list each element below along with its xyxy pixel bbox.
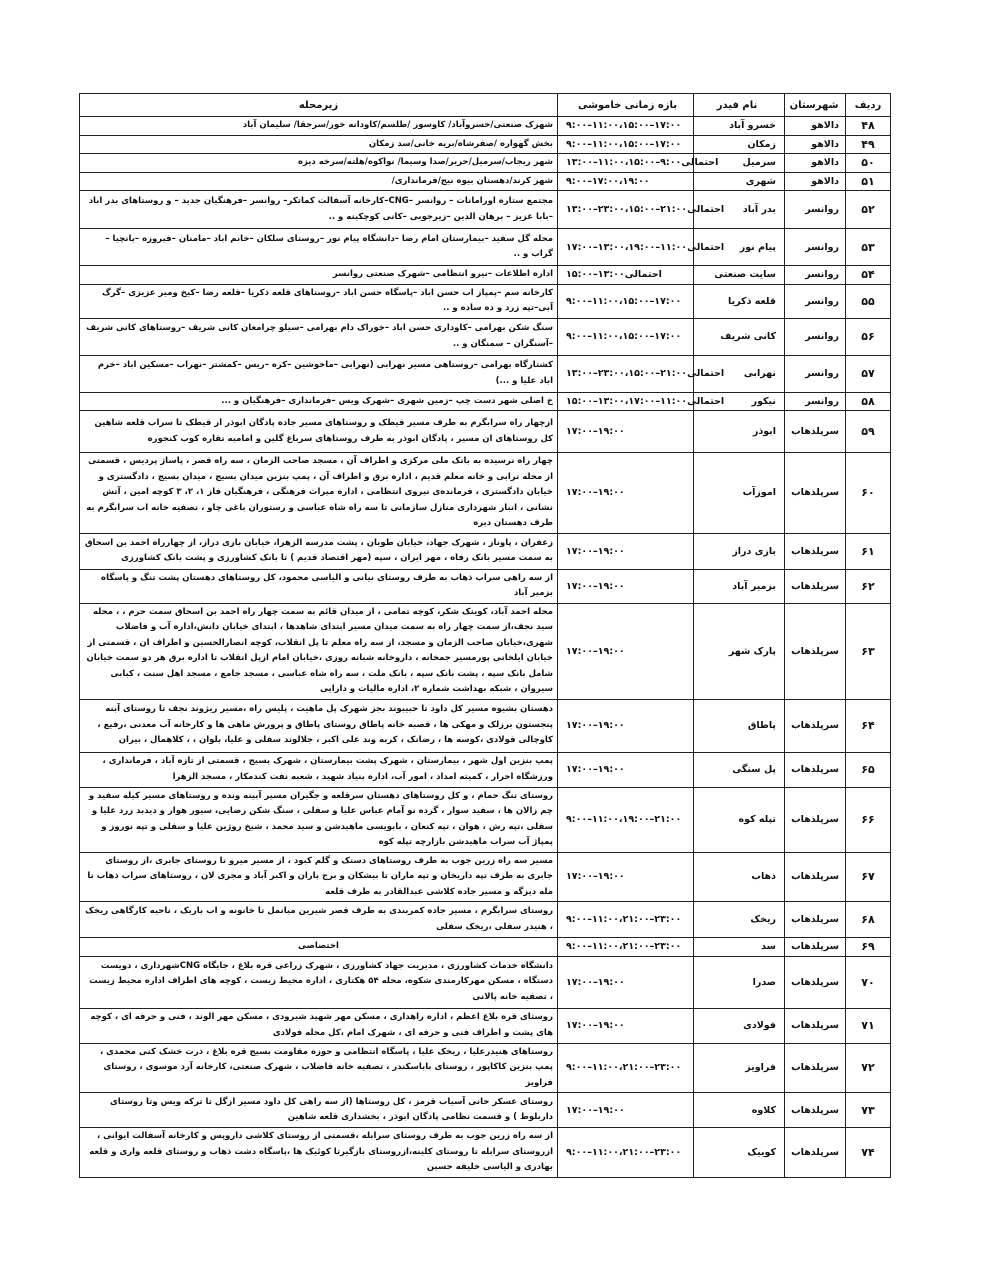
feeder-cell: ذهاب xyxy=(694,852,785,902)
header-row-no: ردیف xyxy=(846,94,891,117)
table-row xyxy=(80,956,891,1008)
sub-area-cell: از سه راه زرین جوب به طرف روستای سرابله ،قسمتی از روستای کلاشی داروپس و کارخانه آسفالت ایوانی ، ازروستای سرابله تا روستای کلینه،ازروستای بازگیرتا کوئیک ها ،پاسگاه دشت ذهاب و روستای قلعه واری و قلعه بهادری و الیاسی خلیفه حسین xyxy=(80,1128,558,1178)
row-number: ۶۹ xyxy=(846,938,891,957)
table-row xyxy=(80,284,891,318)
feeder-cell: فولادی xyxy=(694,1008,785,1043)
table-row xyxy=(80,229,891,266)
outage-time-cell: احتمالی۱۱:۰۰–۱۳:۰۰،۱۹:۰۰–۱۷:۰۰ xyxy=(558,229,694,266)
table-row xyxy=(80,154,891,173)
row-number: ۶۴ xyxy=(846,699,891,752)
outage-time-cell: ۱۷:۰۰–۱۹:۰۰ xyxy=(558,603,694,699)
city-cell: سرپلذهاب xyxy=(785,938,846,957)
sub-area-cell: شهر کرند/دهستان بیوه نیج/فرمانداری/ xyxy=(80,172,558,191)
outage-time-cell: ۱۷:۰۰–۱۹:۰۰ xyxy=(558,533,694,569)
feeder-cell: نیکور xyxy=(694,392,785,411)
feeder-cell: بزمیر آباد xyxy=(694,569,785,603)
outage-time-cell: ۹:۰۰–۱۱:۰۰،۲۱:۰۰–۲۳:۰۰ xyxy=(558,1128,694,1178)
table-row xyxy=(80,453,891,534)
feeder-cell: سرمیل xyxy=(694,154,785,173)
sub-area-cell: دهستان بشیوه مسیر کل داود تا حبیبوند بجز شهرک پل ماهیت ، پلیس راه ،مسیر ریژوند نجف تا روستای آبنه پنجستون برزلک و مهکی ها ، قصبه خانه پاطاق روستای پاطاق و پرورش ماهی ها و کارخانه آب معدنی ،رفیع ، کاوچالی فولادی ،کوسه ها ، رضانک ، کربه وند علی اکبر ، جلالوند سفلی و علیا، بلوان ، ، کلاهمال ، بیران xyxy=(80,699,558,752)
city-cell: سرپلذهاب xyxy=(785,569,846,603)
row-number: ۵۰ xyxy=(846,154,891,173)
city-cell: سرپلذهاب xyxy=(785,956,846,1008)
table-row xyxy=(80,392,891,411)
city-cell: روانسر xyxy=(785,318,846,355)
city-cell: دالاهو xyxy=(785,154,846,173)
table-row xyxy=(80,699,891,752)
table-row xyxy=(80,1043,891,1093)
table-row xyxy=(80,902,891,938)
outage-time-cell: احتمالی۲۱:۰۰–۲۳:۰۰،۱۵:۰۰–۱۳:۰۰ xyxy=(558,355,694,392)
city-cell: سرپلذهاب xyxy=(785,787,846,852)
sub-area-cell: اختصاصی xyxy=(80,938,558,957)
header-sub-area: زیرمحله xyxy=(80,94,558,117)
outage-time-cell: ۹:۰۰–۱۱:۰۰،۲۱:۰۰–۲۳:۰۰ xyxy=(558,1043,694,1093)
city-cell: دالاهو xyxy=(785,172,846,191)
feeder-cell: ریخک xyxy=(694,902,785,938)
city-cell: سرپلذهاب xyxy=(785,453,846,534)
feeder-cell: پیام نور xyxy=(694,229,785,266)
outage-time-cell: ۹:۰۰–۱۷:۰۰،۱۹:۰۰ xyxy=(558,172,694,191)
sub-area-cell: مجتمع ستاره اورامانات – روانسر –CNG–کارخانه آسفالت کماتکر– روانسر –فرهنگیان جدید – و روستاهای بدر اباد –بابا عزیز – برهان الدین –زیرجوبی –کانی کوچکینه و .. xyxy=(80,191,558,229)
outage-time-cell: ۹:۰۰–۱۱:۰۰،۱۵:۰۰–۱۷:۰۰ xyxy=(558,135,694,154)
feeder-cell: بازی دراز xyxy=(694,533,785,569)
sub-area-cell: روستاهای هنیدرعلیا ، ریخک علیا ، پاسگاه انتظامی و حوزه مقاومت بسیج قره بلاغ ، ذرت خشک کنی محمدی ، پمپ بنزین کاکاپور ، روستای باباسکندر ، تصفیه خانه فاضلاب ، شهرک صنعتی، کارخانه آرد موسوی ، روستای فراویز xyxy=(80,1043,558,1093)
outage-time-cell: ۹:۰۰–۱۱:۰۰،۱۹:۰۰–۲۱:۰۰ xyxy=(558,787,694,852)
city-cell: روانسر xyxy=(785,284,846,318)
row-number: ۶۶ xyxy=(846,787,891,852)
table-row xyxy=(80,1008,891,1043)
table-row xyxy=(80,852,891,902)
outage-time-cell: ۱۷:۰۰–۱۹:۰۰ xyxy=(558,956,694,1008)
row-number: ۵۴ xyxy=(846,266,891,285)
row-number: ۵۵ xyxy=(846,284,891,318)
feeder-cell: ابوذر xyxy=(694,411,785,453)
feeder-cell: تپله کوه xyxy=(694,787,785,852)
sub-area-cell: دانشگاه خدمات کشاورزی ، مدیریت جهاد کشاورزی ، شهرک زراعی قره بلاغ ، جایگاه CNGشهرداری ، دویست دستگاه ، مسکن مهرکارمندی شکوه، محله ۵۴ هکتاری ، اداره محیط زیست ، کوچه های اطراف اداره محیط زیست ، تصفیه خانه پالانی xyxy=(80,956,558,1008)
row-number: ۶۷ xyxy=(846,852,891,902)
outage-time-cell: احتمالی۱۱:۰۰–۱۳:۰۰،۱۷:۰۰–۱۵:۰۰ xyxy=(558,392,694,411)
row-number: ۶۲ xyxy=(846,569,891,603)
outage-schedule-table xyxy=(79,93,891,1178)
sub-area-cell: روستای سرابگرم ، مسیر جاده کمربندی به طرف قصر شیرین میانمل تا خانونه و اب باریک ، ناحیه کارگاهی ریخک ، هنیدر سفلی ،ریخک سفلی xyxy=(80,902,558,938)
sub-area-cell: محله گل سفید –بیمارستان امام رضا –دانشگاه پیام نور –روستای سلکان –خانم اباد –مامنان –فیروزه –بانچیا –گراب و .. xyxy=(80,229,558,266)
sub-area-cell: مسیر سه راه زرین جوب به طرف روستاهای دستک و گلم کبود ، از مسیر میرو تا روستای جابری ،از روستای جابری به طرف تپه داریخان و تپه ماران تا بیشکان و برج باران و اکبر آباد و مجری لان ، روستاهای سراب ذهاب تا مله دیزگه و مسیر جاده کلاشی عبدالقادر به طرف قلعه xyxy=(80,852,558,902)
sub-area-cell: پمپ بنزین اول شهر ، بیمارستان ، شهرک پشت بیمارستان ، شهرک بسیج ، قسمتی از تازه آباد ، فرمانداری ، ورزشگاه احرار ، کمیته امداد ، امور آب، اداره بنیاد شهید ، شعبه نفت کندمکار ، مسجد الزهرا xyxy=(80,752,558,787)
table-row xyxy=(80,191,891,229)
row-number: ۵۹ xyxy=(846,411,891,453)
outage-time-cell: ۱۷:۰۰–۱۹:۰۰ xyxy=(558,411,694,453)
city-cell: دالاهو xyxy=(785,135,846,154)
city-cell: سرپلذهاب xyxy=(785,603,846,699)
feeder-cell: پاطاق xyxy=(694,699,785,752)
outage-time-cell: ۱۷:۰۰–۱۹:۰۰ xyxy=(558,453,694,534)
sub-area-cell: زعفران ، پاوناز ، شهرک جهاد، خیابان طوبان ، پشت مدرسه الزهرا، خیابان بازی دراز، از چهارراه احمد بن اسحاق به سمت مسیر بانک رفاه ، مهر ایران ، سپه (مهر اقتصاد قدیم ) تا بانک کشاورزی و پشت بانک کشاورزی xyxy=(80,533,558,569)
row-number: ۶۸ xyxy=(846,902,891,938)
feeder-cell: کانی شریف xyxy=(694,318,785,355)
row-number: ۷۱ xyxy=(846,1008,891,1043)
sub-area-cell: سنگ شکن بهرامی –کاوداری حسن اباد –خوراک دام بهرامی –سیلو چرامغان کانی شریف –روستاهای کانی شریف –آسنگران – سمنگان و .. xyxy=(80,318,558,355)
city-cell: روانسر xyxy=(785,266,846,285)
table-row xyxy=(80,1093,891,1128)
sub-area-cell: ازچهار راه سرابگرم به طرف مسیر قیطک و روستاهای مسیر جاده پادگان ابوذر از قیطک تا سراب قلعه شاهین کل روستاهای ان مسیر ، پادگان ابوذر به طرف روستاهای سرباغ گلین و امامیه تقاره کوب کنجوره xyxy=(80,411,558,453)
feeder-cell: خسرو آباد xyxy=(694,117,785,136)
outage-time-cell: احتمالی۹:۰۰–۱۱:۰۰،۱۵:۰۰–۱۳:۰۰ xyxy=(558,154,694,173)
sub-area-cell: روستای عسکر خانی آسیاب قرمز ، کل روستاها (از سه راهی کل داود مسیر ازگل تا ترکه ویس وتا روستای داربلوط ) و قسمت نظامی پادگان ابوذر ، بخشداری قلعه شاهین xyxy=(80,1093,558,1128)
outage-time-cell: ۱۷:۰۰–۱۹:۰۰ xyxy=(558,699,694,752)
city-cell: سرپلذهاب xyxy=(785,1128,846,1178)
city-cell: سرپلذهاب xyxy=(785,1043,846,1093)
city-cell: سرپلذهاب xyxy=(785,411,846,453)
sub-area-cell: بخش گهواره /صفرشاه/بریه خانی/سد زمکان xyxy=(80,135,558,154)
row-number: ۶۵ xyxy=(846,752,891,787)
sub-area-cell: شهرک صنعتی/خسروآباد/ کاوسور /طلسم/کاودانه خور/سرجقا/ سلیمان آباد xyxy=(80,117,558,136)
outage-time-cell: ۱۷:۰۰–۱۹:۰۰ xyxy=(558,569,694,603)
feeder-cell: پارک شهر xyxy=(694,603,785,699)
sub-area-cell: روستای تنگ حمام ، و کل روستاهای دهستان سرقلعه و جگیران مسیر آبینه ونده و روستاهای مسیر کیله سفید و چم زالان ها ، سفید سوار ، گرده نو آمام عباس علیا و سفلی ، سنگ شکن رضایی، سیور هوار و دیدبد زرد علیا و سفلی ،تپه رش ، هوان ، تپه کنعان ، بابویسی ماهیدشن و سید محمد ، شیخ روژین علیا و سفلی و تپه نوروز و پمپاژ آب سراب ماهیدشن بازارچه تپله کوه xyxy=(80,787,558,852)
outage-time-cell: ۹:۰۰–۱۱:۰۰،۲۱:۰۰–۲۳:۰۰ xyxy=(558,902,694,938)
table-header-row xyxy=(80,94,891,117)
header-feeder: نام فیدر xyxy=(694,94,785,117)
row-number: ۶۳ xyxy=(846,603,891,699)
table-row xyxy=(80,355,891,392)
table-row xyxy=(80,533,891,569)
sub-area-cell: روستای قره بلاغ اعظم ، اداره راهداری ، مسکن مهر شهید شیرودی ، مسکن مهر الوند ، فنی و حرفه ای ، کوچه های پشت و اطراف فنی و حرفه ای ، شهرک امام ،کل محله فولادی xyxy=(80,1008,558,1043)
feeder-cell: کلاوه xyxy=(694,1093,785,1128)
table-row xyxy=(80,318,891,355)
feeder-cell: زمکان xyxy=(694,135,785,154)
row-number: ۷۳ xyxy=(846,1093,891,1128)
feeder-cell: قلعه ذکریا xyxy=(694,284,785,318)
city-cell: روانسر xyxy=(785,355,846,392)
outage-time-cell: ۹:۰۰–۱۱:۰۰،۱۵:۰۰–۱۷:۰۰ xyxy=(558,318,694,355)
table-row xyxy=(80,603,891,699)
outage-time-cell: ۱۷:۰۰–۱۹:۰۰ xyxy=(558,1093,694,1128)
sub-area-cell: کارخانه سم –پمپاز اب حسن اباد –پاسگاه حسن اباد –روستاهای قلعه ذکریا –قلعه رضا –کیخ ومیر عزیزی –گرگ آبی–تپه زرد و ده ساده و .. xyxy=(80,284,558,318)
row-number: ۶۰ xyxy=(846,453,891,534)
table-row xyxy=(80,752,891,787)
row-number: ۴۸ xyxy=(846,117,891,136)
feeder-cell: اموزآب xyxy=(694,453,785,534)
table-row xyxy=(80,1128,891,1178)
outage-time-cell: ۹:۰۰–۱۱:۰۰،۲۱:۰۰–۲۳:۰۰ xyxy=(558,938,694,957)
row-number: ۷۴ xyxy=(846,1128,891,1178)
header-city: شهرستان xyxy=(785,94,846,117)
city-cell: روانسر xyxy=(785,392,846,411)
sub-area-cell: خ اصلی شهر دست چپ –زمین شهری –شهرک ویس –فرمانداری –فرهنگیان و ... xyxy=(80,392,558,411)
table-body xyxy=(80,117,891,1178)
city-cell: سرپلذهاب xyxy=(785,752,846,787)
feeder-cell: کوییک xyxy=(694,1128,785,1178)
city-cell: سرپلذهاب xyxy=(785,1093,846,1128)
sub-area-cell: محله احمد آباد، کوینک شکر، کوچه تمامی ، از میدان قائم به سمت چهار راه احمد بن اسحاق سمت حرم ، ، محله سید نجف،از سمت چهار راه به سمت میدان مسیر ابتدای شاهدها ، ابتدای خیابان دانش،اداره آب و فاضلاب شهری،خیابان صاحب الزمان و مسجد، از سه راه معلم تا پل انقلاب، کوچه انصارالحسین و اطراف ان ، قسمتی از خیابان ایلخانی پورمسیر جمخانه ، داروخانه شبانه روزی ،خیابان امام ازپل انقلاب تا اداره برق هر دو سمت خیابان شامل بانک سپه ، پشت بانک سپه ، بانک ملت ، سه راه شاه عباسی ، مسجد جامع ، مسجد اهل سنت ، کبابی سیروان ، شبکه بهداشت شماره ۲، اداره مالیات و دارایی xyxy=(80,603,558,699)
feeder-cell: بدر آباد xyxy=(694,191,785,229)
outage-time-cell: ۹:۰۰–۱۱:۰۰،۱۵:۰۰–۱۷:۰۰ xyxy=(558,117,694,136)
row-number: ۷۰ xyxy=(846,956,891,1008)
sub-area-cell: شهر ریجاب/سرمیل/حریر/صدا وسیما/ نواکوه/هلته/سرخه دیزه xyxy=(80,154,558,173)
header-outage-window: بازه زمانی خاموشی xyxy=(558,94,694,117)
feeder-cell: سد xyxy=(694,938,785,957)
row-number: ۶۱ xyxy=(846,533,891,569)
row-number: ۵۲ xyxy=(846,191,891,229)
feeder-cell: پل سنگی xyxy=(694,752,785,787)
city-cell: سرپلذهاب xyxy=(785,902,846,938)
table-row xyxy=(80,569,891,603)
city-cell: سرپلذهاب xyxy=(785,1008,846,1043)
row-number: ۷۲ xyxy=(846,1043,891,1093)
feeder-cell: سایت صنعتی xyxy=(694,266,785,285)
row-number: ۵۷ xyxy=(846,355,891,392)
outage-time-cell: احتمالی۲۱:۰۰–۲۳:۰۰،۱۵:۰۰–۱۳:۰۰ xyxy=(558,191,694,229)
row-number: ۵۸ xyxy=(846,392,891,411)
feeder-cell: شهری xyxy=(694,172,785,191)
outage-time-cell: احتمالی۱۳:۰۰–۱۵:۰۰ xyxy=(558,266,694,285)
city-cell: سرپلذهاب xyxy=(785,533,846,569)
table-row xyxy=(80,411,891,453)
city-cell: روانسر xyxy=(785,229,846,266)
city-cell: سرپلذهاب xyxy=(785,852,846,902)
table-row xyxy=(80,938,891,957)
outage-time-cell: ۱۷:۰۰–۱۹:۰۰ xyxy=(558,852,694,902)
table-row xyxy=(80,787,891,852)
sub-area-cell: از سه راهی سراب ذهاب به طرف روستای نیانی و الیاسی محمود، کل روستاهای دهستان پشت تنگ و پاسگاه بزمیر آباد xyxy=(80,569,558,603)
sub-area-cell: چهار راه نرسیده به بانک ملی مرکزی و اطراف آن ، مسجد صاحب الزمان ، سه راه قصر ، پاساژ پردیس ، قسمتی از محله ترابی و خانه معلم قدیم ، اداره برق و اطراف آن ، پمپ بنزین میدان بسیج ، میدان بسیج ، دادگستری و خیابان دادگستری ، فرمانده‌ی نیروی انتظامی ، اداره میراث فرهنگی ، فرهنگیان فاز ۱، ۲، ۳ کوچه امین ، آتش نشانی ، انبار شهرداری منازل سازمانی تا سه راه شاه عباسی و رستوران باغی چاو ، تصفیه خانه اب سرابگرم به طرف دهستان دیره xyxy=(80,453,558,534)
feeder-cell: نهرابی xyxy=(694,355,785,392)
sub-area-cell: اداره اطلاعات –نیرو انتظامی –شهرک صنعتی روانسر xyxy=(80,266,558,285)
city-cell: روانسر xyxy=(785,191,846,229)
feeder-cell: صدرا xyxy=(694,956,785,1008)
outage-time-cell: ۱۷:۰۰–۱۹:۰۰ xyxy=(558,1008,694,1043)
row-number: ۵۳ xyxy=(846,229,891,266)
outage-time-cell: ۹:۰۰–۱۱:۰۰،۱۵:۰۰–۱۷:۰۰ xyxy=(558,284,694,318)
city-cell: دالاهو xyxy=(785,117,846,136)
row-number: ۵۶ xyxy=(846,318,891,355)
table-row xyxy=(80,135,891,154)
sub-area-cell: کشتارگاه بهرامی –روستاهی مسیر نهرابی (نهرابی –ماخوشین –کره –ریس –کمشتر –نهراب –مسکین اباد –خرم اباد علیا و ...) xyxy=(80,355,558,392)
row-number: ۵۱ xyxy=(846,172,891,191)
table-row xyxy=(80,117,891,136)
city-cell: سرپلذهاب xyxy=(785,699,846,752)
outage-time-cell: ۱۷:۰۰–۱۹:۰۰ xyxy=(558,752,694,787)
table-row xyxy=(80,172,891,191)
table-row xyxy=(80,266,891,285)
row-number: ۴۹ xyxy=(846,135,891,154)
feeder-cell: فراویز xyxy=(694,1043,785,1093)
